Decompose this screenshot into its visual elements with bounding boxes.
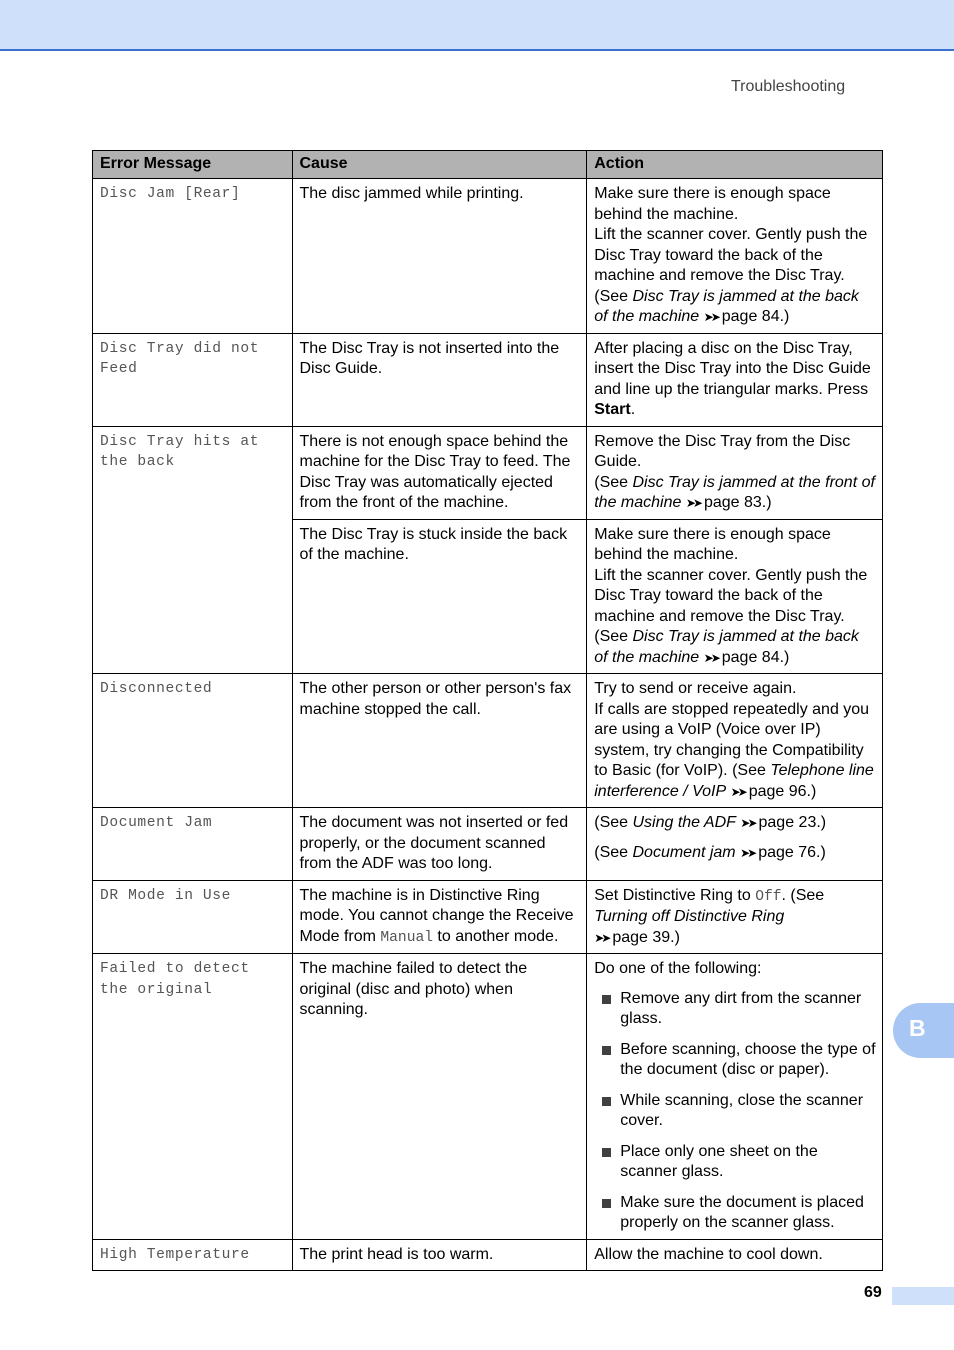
header-band — [0, 0, 954, 51]
page-reference: page 39.) — [612, 928, 680, 946]
cross-reference: Telephone line interference / VoIP — [594, 762, 874, 800]
action-text: Make sure there is enough space behind the machine. — [594, 525, 831, 563]
action-text: Lift the scanner cover. Gently push the Disc Tray toward the back of the machine and remove the Disc Tray. — [594, 226, 868, 284]
action-text: If calls are stopped repeatedly and you are using a VoIP (Voice over IP) system, try changing the Compatibility to Basic (for VoIP). (See — [594, 700, 870, 779]
cross-reference: Disc Tray is jammed at the front of the machine — [594, 473, 875, 511]
table-header-row — [93, 151, 883, 179]
action-cell — [587, 674, 883, 808]
action-intro: Do one of the following: — [594, 960, 762, 977]
page-reference: page 84.) — [721, 648, 790, 666]
action-bullet-list — [594, 989, 876, 1234]
table-row — [93, 954, 883, 1240]
action-cell — [587, 954, 883, 1240]
table-row — [93, 333, 883, 426]
page-number-bar — [892, 1287, 954, 1305]
double-arrow-icon: ➤➤ — [685, 496, 700, 510]
cause-cell — [292, 880, 587, 954]
page-reference: page 23.) — [758, 814, 827, 831]
action-reference-2 — [594, 843, 876, 864]
action-text: Make sure there is enough space behind the machine. — [594, 185, 831, 223]
action-cell — [587, 333, 883, 426]
double-arrow-icon: ➤➤ — [594, 930, 609, 945]
error-message: Disc Tray did not Feed — [93, 333, 293, 426]
cause-cell: The print head is too warm. — [292, 1239, 587, 1271]
error-message: DR Mode in Use — [93, 880, 293, 954]
cause-text: to another mode. — [432, 927, 559, 945]
action-text: Set Distinctive Ring to — [594, 886, 756, 904]
error-message-table — [92, 150, 883, 1271]
appendix-letter: B — [909, 1015, 926, 1041]
cause-cell: The document was not inserted or fed properly, or the document scanned from the ADF was too long. — [292, 808, 587, 881]
table-row — [93, 808, 883, 881]
error-message: Disc Tray hits at the back — [93, 426, 293, 674]
action-text: . (See — [781, 886, 825, 904]
table-row — [93, 1239, 883, 1271]
setting-value: Off — [755, 888, 782, 905]
action-text: Remove the Disc Tray from the Disc Guide. — [594, 432, 851, 470]
action-cell — [587, 808, 883, 881]
error-message: Document Jam — [93, 808, 293, 881]
table-row — [93, 674, 883, 808]
list-item: Make sure the document is placed properly on the scanner glass. — [594, 1193, 876, 1234]
action-text: Try to send or receive again. — [594, 680, 797, 697]
page-reference: page 96.) — [748, 782, 817, 800]
double-arrow-icon: ➤➤ — [740, 845, 755, 860]
cross-reference: Using the ADF — [632, 814, 736, 831]
page-reference: page 83.) — [703, 494, 772, 511]
action-cell — [587, 179, 883, 334]
double-arrow-icon: ➤➤ — [730, 784, 745, 799]
action-text: Lift the scanner cover. Gently push the Disc Tray toward the back of the machine and remove the Disc Tray. — [594, 566, 868, 625]
cause-cell: The Disc Tray is not inserted into the Disc Guide. — [292, 333, 587, 426]
column-header-cause: Cause — [292, 151, 587, 179]
double-arrow-icon: ➤➤ — [703, 650, 718, 665]
page-reference: page 84.) — [721, 308, 790, 325]
list-item: While scanning, close the scanner cover. — [594, 1091, 876, 1132]
error-message: Disc Jam [Rear] — [93, 179, 293, 334]
cause-cell: There is not enough space behind the machine for the Disc Tray to feed. The Disc Tray was automatically ejected from the front of the machine. — [292, 426, 587, 519]
action-cell — [587, 880, 883, 954]
action-reference-1 — [594, 813, 876, 834]
see-open: (See — [594, 628, 633, 645]
cross-reference: Turning off Distinctive Ring — [594, 908, 785, 925]
table-row — [93, 426, 883, 519]
cause-cell: The disc jammed while printing. — [292, 179, 587, 334]
cross-reference: Disc Tray is jammed at the back of the machine — [594, 628, 859, 666]
cross-reference: Document jam — [632, 843, 736, 861]
error-message: Failed to detect the original — [93, 954, 293, 1240]
error-message: Disconnected — [93, 674, 293, 808]
list-item: Remove any dirt from the scanner glass. — [594, 989, 876, 1030]
cause-text: The machine is in Distinctive Ring mode. You cannot change the Receive Mode from — [299, 886, 574, 945]
error-message: High Temperature — [93, 1239, 293, 1271]
see-open: (See — [594, 843, 633, 861]
action-cell: Allow the machine to cool down. — [587, 1239, 883, 1271]
table-row — [93, 880, 883, 954]
action-punctuation: . — [630, 401, 636, 418]
action-cell — [587, 519, 883, 674]
section-title: Troubleshooting — [731, 78, 846, 95]
cross-reference: Disc Tray is jammed at the back of the machine — [594, 287, 859, 325]
list-item: Before scanning, choose the type of the document (disc or paper). — [594, 1040, 876, 1081]
cause-cell: The machine failed to detect the original (disc and photo) when scanning. — [292, 954, 587, 1240]
double-arrow-icon: ➤➤ — [740, 816, 755, 830]
see-open: (See — [594, 814, 633, 831]
page-number: 69 — [864, 1284, 882, 1301]
action-cell — [587, 426, 883, 519]
see-open: (See — [594, 287, 633, 305]
cause-cell: The other person or other person's fax machine stopped the call. — [292, 674, 587, 808]
column-header-error-message: Error Message — [93, 151, 293, 179]
start-key-label: Start — [594, 401, 631, 418]
double-arrow-icon: ➤➤ — [703, 310, 718, 324]
action-text: After placing a disc on the Disc Tray, insert the Disc Tray into the Disc Guide and line up the triangular marks. Press — [594, 339, 871, 398]
mode-value: Manual — [380, 929, 433, 946]
see-open: (See — [594, 473, 633, 491]
list-item: Place only one sheet on the scanner glass. — [594, 1142, 876, 1183]
table-row — [93, 179, 883, 334]
column-header-action: Action — [587, 151, 883, 179]
appendix-b-tab — [893, 1003, 954, 1058]
page-reference: page 76.) — [758, 843, 826, 861]
cause-cell: The Disc Tray is stuck inside the back of the machine. — [292, 519, 587, 674]
